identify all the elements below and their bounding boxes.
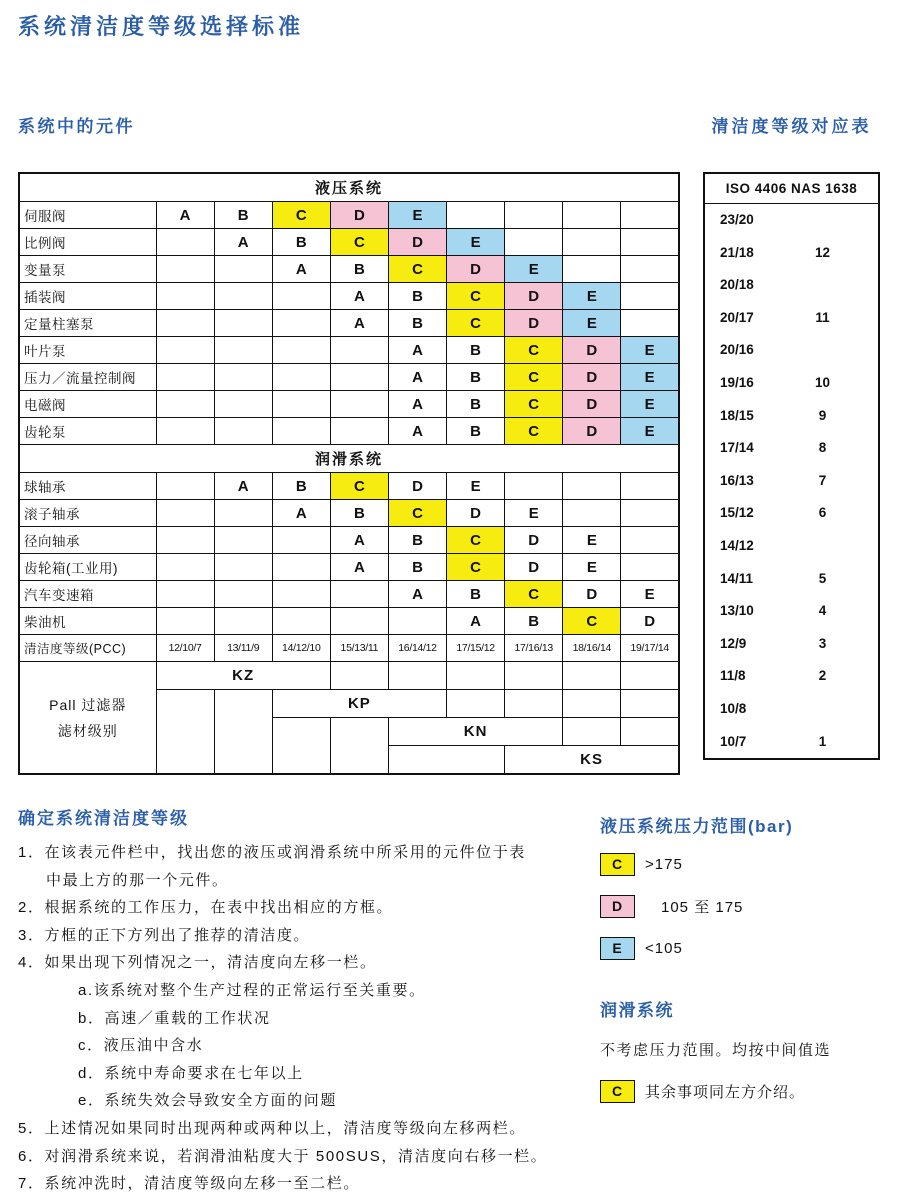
grade-cell: A	[388, 418, 446, 445]
grade-cell: C	[447, 554, 505, 581]
grade-cell: A	[330, 283, 388, 310]
grade-cell: B	[447, 391, 505, 418]
grade-box-C: C	[600, 853, 635, 876]
iso-nas-row	[705, 465, 878, 498]
legend-item	[600, 937, 895, 960]
pressure-legend-title: 液压系统压力范围(bar)	[600, 817, 794, 836]
pcc-value: 17/15/12	[447, 635, 505, 662]
legend-label: 105 至 175	[661, 899, 744, 916]
empty-cell	[214, 554, 272, 581]
grade-cell: A	[388, 581, 446, 608]
component-row	[19, 418, 679, 445]
lube-legend-items	[600, 1080, 895, 1103]
iso-code: 21/18	[720, 244, 754, 260]
pcc-value: 13/11/9	[214, 635, 272, 662]
grade-cell: E	[621, 391, 679, 418]
component-label: 变量泵	[19, 256, 156, 283]
empty-cell	[621, 256, 679, 283]
pall-filter-label	[19, 662, 156, 775]
iso-code: 20/18	[720, 277, 754, 293]
component-row	[19, 337, 679, 364]
iso-code: 23/20	[720, 212, 754, 227]
iso-nas-row	[705, 497, 878, 530]
iso-code: 13/10	[720, 603, 754, 619]
empty-cell	[156, 527, 214, 554]
empty-cell	[156, 581, 214, 608]
grade-cell: E	[505, 500, 563, 527]
empty-cell	[272, 608, 330, 635]
instruction-line: e．系统失效会导致安全方面的问题	[78, 1092, 337, 1110]
iso-code: 10/7	[720, 733, 747, 749]
instruction-line: d．系统中寿命要求在七年以上	[78, 1064, 304, 1082]
lube-legend	[600, 996, 895, 1122]
pcc-value: 16/14/12	[388, 635, 446, 662]
iso-code: 15/12	[720, 505, 754, 521]
grade-cell: E	[505, 256, 563, 283]
grade-cell: E	[563, 283, 621, 310]
grade-cell: D	[388, 229, 446, 256]
pcc-value: 17/16/13	[505, 635, 563, 662]
empty-cell	[621, 500, 679, 527]
empty-cell	[272, 527, 330, 554]
nas-class: 8	[818, 440, 827, 456]
iso-nas-row	[705, 693, 878, 726]
empty-cell	[388, 608, 446, 635]
grade-cell: B	[447, 337, 505, 364]
grade-box-D: D	[600, 895, 635, 918]
filter-empty-cell	[447, 690, 505, 718]
instructions-list	[18, 839, 604, 1193]
grade-cell: D	[563, 581, 621, 608]
nas-class: 3	[818, 635, 827, 651]
component-label: 径向轴承	[19, 527, 156, 554]
nas-class: 4	[818, 603, 827, 619]
filter-grade-KS: KS	[505, 746, 679, 775]
grade-cell: D	[505, 554, 563, 581]
empty-cell	[156, 418, 214, 445]
page-title: 系统清洁度等级选择标准	[18, 14, 305, 39]
grade-cell: D	[563, 364, 621, 391]
iso-nas-row	[705, 302, 878, 335]
iso-nas-row	[705, 400, 878, 433]
grade-cell: B	[388, 554, 446, 581]
grade-cell: A	[272, 500, 330, 527]
component-label: 插装阀	[19, 283, 156, 310]
component-row	[19, 256, 679, 283]
iso-code: 16/13	[720, 472, 754, 488]
filter-empty-cell	[621, 690, 679, 718]
filter-grade-KN: KN	[388, 718, 562, 746]
empty-cell	[563, 202, 621, 229]
component-row	[19, 527, 679, 554]
nas-class: 12	[814, 244, 831, 260]
component-row	[19, 391, 679, 418]
grade-cell: A	[330, 554, 388, 581]
iso-nas-row	[705, 432, 878, 465]
legend-item	[600, 1080, 895, 1103]
empty-cell	[272, 418, 330, 445]
empty-cell	[156, 256, 214, 283]
iso-nas-row	[705, 334, 878, 367]
iso-nas-table	[703, 172, 880, 760]
empty-cell	[156, 283, 214, 310]
grade-cell: D	[388, 473, 446, 500]
filter-empty-cell	[563, 662, 621, 690]
component-row	[19, 608, 679, 635]
grade-cell: B	[272, 229, 330, 256]
iso-nas-row	[705, 367, 878, 400]
component-row	[19, 500, 679, 527]
iso-nas-header: ISO 4406 NAS 1638	[705, 174, 878, 204]
instruction-line: 2．根据系统的工作压力，在表中找出相应的方框。	[18, 899, 394, 917]
component-row	[19, 581, 679, 608]
filter-empty-cell	[505, 662, 563, 690]
empty-cell	[505, 202, 563, 229]
empty-cell	[272, 364, 330, 391]
grade-cell: C	[505, 581, 563, 608]
filter-empty-cell	[621, 718, 679, 746]
empty-cell	[156, 337, 214, 364]
component-label: 汽车变速箱	[19, 581, 156, 608]
component-label: 定量柱塞泵	[19, 310, 156, 337]
component-label: 球轴承	[19, 473, 156, 500]
iso-code: 19/16	[720, 374, 754, 390]
empty-cell	[505, 229, 563, 256]
grade-cell: A	[156, 202, 214, 229]
filter-row	[19, 662, 679, 690]
grade-cell: D	[330, 202, 388, 229]
grade-cell: E	[563, 527, 621, 554]
component-row	[19, 310, 679, 337]
grade-cell: C	[272, 202, 330, 229]
filter-grade-KP: KP	[272, 690, 446, 718]
empty-cell	[330, 418, 388, 445]
pall-label-line2: 滤材级别	[57, 722, 118, 739]
empty-cell	[621, 473, 679, 500]
empty-cell	[156, 229, 214, 256]
filter-empty-cell	[388, 746, 504, 775]
filter-empty-cell	[330, 662, 388, 690]
empty-cell	[330, 391, 388, 418]
iso-code: 11/8	[720, 668, 746, 684]
empty-cell	[563, 500, 621, 527]
grade-cell: E	[621, 337, 679, 364]
empty-cell	[272, 310, 330, 337]
component-label: 齿轮泵	[19, 418, 156, 445]
grade-cell: B	[330, 256, 388, 283]
instruction-line: 7．系统冲洗时，清洁度等级向左移一至二栏。	[18, 1175, 360, 1193]
nas-class: 6	[818, 505, 827, 521]
grade-cell: B	[388, 310, 446, 337]
filter-grade-KZ: KZ	[156, 662, 330, 690]
grade-cell: B	[505, 608, 563, 635]
empty-cell	[621, 310, 679, 337]
instructions-title: 确定系统清洁度等级	[18, 809, 189, 828]
component-row	[19, 364, 679, 391]
grade-cell: C	[505, 364, 563, 391]
grade-cell: B	[447, 364, 505, 391]
grade-cell: B	[214, 202, 272, 229]
instruction-line: b．高速／重载的工作状况	[78, 1009, 271, 1027]
iso-code: 20/16	[720, 342, 754, 358]
empty-cell	[214, 391, 272, 418]
grade-cell: A	[388, 391, 446, 418]
empty-cell	[214, 527, 272, 554]
instruction-line: 中最上方的那一个元件。	[46, 871, 229, 889]
empty-cell	[156, 500, 214, 527]
grade-cell: D	[505, 283, 563, 310]
grade-map-section-title: 清洁度等级对应表	[711, 117, 872, 136]
grade-cell: A	[388, 337, 446, 364]
filter-empty-cell	[156, 690, 214, 775]
grade-cell: C	[388, 256, 446, 283]
iso-code: 18/15	[720, 407, 754, 423]
component-label: 滚子轴承	[19, 500, 156, 527]
grade-cell: D	[505, 527, 563, 554]
grade-cell: E	[621, 581, 679, 608]
component-table-body	[19, 173, 679, 774]
pcc-value: 14/12/10	[272, 635, 330, 662]
component-row	[19, 283, 679, 310]
empty-cell	[214, 283, 272, 310]
instruction-line: 3．方框的正下方列出了推荐的清洁度。	[18, 926, 311, 944]
iso-code: 14/11	[720, 570, 754, 586]
grade-cell: B	[447, 418, 505, 445]
grade-cell: B	[388, 283, 446, 310]
grade-cell: A	[214, 229, 272, 256]
components-section-title: 系统中的元件	[18, 117, 135, 136]
filter-empty-cell	[563, 718, 621, 746]
filter-empty-cell	[621, 662, 679, 690]
grade-cell: A	[214, 473, 272, 500]
filter-empty-cell	[563, 690, 621, 718]
grade-cell: D	[563, 391, 621, 418]
grade-cell: C	[447, 527, 505, 554]
pcc-label: 清洁度等级(PCC)	[19, 635, 156, 662]
grade-cell: B	[388, 527, 446, 554]
grade-cell: D	[621, 608, 679, 635]
empty-cell	[505, 473, 563, 500]
grade-cell: E	[621, 364, 679, 391]
empty-cell	[330, 581, 388, 608]
instructions	[18, 804, 604, 1193]
grade-cell: A	[388, 364, 446, 391]
empty-cell	[156, 391, 214, 418]
grade-cell: C	[447, 310, 505, 337]
grade-cell: C	[330, 473, 388, 500]
component-label: 柴油机	[19, 608, 156, 635]
iso-nas-row	[705, 660, 878, 693]
grade-cell: D	[505, 310, 563, 337]
iso-nas-row	[705, 563, 878, 596]
grade-cell: E	[388, 202, 446, 229]
iso-code: 10/8	[720, 700, 747, 716]
filter-empty-cell	[272, 718, 330, 775]
empty-cell	[330, 337, 388, 364]
pcc-value: 19/17/14	[621, 635, 679, 662]
iso-nas-row	[705, 628, 878, 661]
grade-cell: E	[621, 418, 679, 445]
pressure-legend-items	[600, 853, 895, 960]
grade-cell: E	[563, 554, 621, 581]
iso-nas-row	[705, 269, 878, 302]
iso-code: 14/12	[720, 537, 754, 553]
empty-cell	[330, 608, 388, 635]
nas-class: 7	[818, 472, 827, 488]
grade-cell: C	[330, 229, 388, 256]
component-label: 压力／流量控制阀	[19, 364, 156, 391]
empty-cell	[272, 283, 330, 310]
empty-cell	[156, 364, 214, 391]
nas-class: 2	[818, 668, 827, 684]
grade-cell: B	[330, 500, 388, 527]
grade-cell: A	[272, 256, 330, 283]
filter-empty-cell	[505, 690, 563, 718]
empty-cell	[272, 554, 330, 581]
component-label: 伺服阀	[19, 202, 156, 229]
empty-cell	[330, 364, 388, 391]
component-row	[19, 229, 679, 256]
iso-nas-body	[705, 204, 878, 758]
section-header-hydraulic: 液压系统	[19, 173, 679, 202]
empty-cell	[563, 229, 621, 256]
nas-class: 11	[815, 309, 830, 325]
instruction-line: 6．对润滑系统来说，若润滑油粘度大于 500SUS，清洁度向右移一栏。	[18, 1147, 548, 1165]
empty-cell	[272, 581, 330, 608]
pcc-row	[19, 635, 679, 662]
grade-cell: A	[330, 310, 388, 337]
grade-cell: E	[563, 310, 621, 337]
nas-class: 10	[814, 374, 831, 390]
grade-cell: A	[447, 608, 505, 635]
empty-cell	[447, 202, 505, 229]
legend-label: >175	[645, 856, 683, 873]
grade-cell: C	[505, 391, 563, 418]
lube-legend-title: 润滑系统	[600, 1001, 674, 1020]
instruction-line: 5．上述情况如果同时出现两种或两种以上，清洁度等级向左移两栏。	[18, 1119, 526, 1137]
grade-cell: C	[505, 337, 563, 364]
component-label: 比例阀	[19, 229, 156, 256]
instruction-line: 4．如果出现下列情况之一，清洁度向左移一栏。	[18, 954, 377, 972]
grade-cell: D	[563, 418, 621, 445]
empty-cell	[156, 473, 214, 500]
nas-class: 1	[818, 733, 827, 749]
grade-cell: E	[447, 473, 505, 500]
pall-label-line1: Pall 过滤器	[49, 696, 127, 713]
component-row	[19, 202, 679, 229]
component-label: 齿轮箱(工业用)	[19, 554, 156, 581]
filter-empty-cell	[388, 662, 446, 690]
component-table	[18, 172, 680, 775]
pressure-legend	[600, 812, 895, 979]
legend-label: <105	[645, 940, 683, 957]
empty-cell	[621, 202, 679, 229]
instruction-line: 1．在该表元件栏中，找出您的液压或润滑系统中所采用的元件位于表	[18, 844, 526, 861]
pcc-value: 15/13/11	[330, 635, 388, 662]
grade-box-E: E	[600, 937, 635, 960]
empty-cell	[563, 256, 621, 283]
empty-cell	[214, 310, 272, 337]
iso-code: 17/14	[720, 440, 754, 456]
instruction-line: c．液压油中含水	[78, 1037, 204, 1055]
empty-cell	[621, 283, 679, 310]
component-row	[19, 554, 679, 581]
legend-item	[600, 853, 895, 876]
empty-cell	[214, 256, 272, 283]
empty-cell	[214, 364, 272, 391]
grade-cell: B	[447, 581, 505, 608]
empty-cell	[621, 229, 679, 256]
empty-cell	[214, 581, 272, 608]
grade-cell: C	[447, 283, 505, 310]
grade-cell: C	[505, 418, 563, 445]
legend-item	[600, 895, 895, 918]
empty-cell	[621, 527, 679, 554]
empty-cell	[563, 473, 621, 500]
filter-empty-cell	[330, 718, 388, 775]
iso-nas-row	[705, 237, 878, 270]
legend-label: 其余事项同左方介绍。	[645, 1084, 806, 1101]
grade-cell: E	[447, 229, 505, 256]
iso-code: 12/9	[720, 635, 747, 651]
component-row	[19, 473, 679, 500]
grade-cell: C	[563, 608, 621, 635]
empty-cell	[214, 608, 272, 635]
iso-nas-row	[705, 726, 878, 759]
nas-class: 5	[818, 570, 827, 586]
empty-cell	[214, 418, 272, 445]
pcc-value: 12/10/7	[156, 635, 214, 662]
pcc-value: 18/16/14	[563, 635, 621, 662]
grade-box-C: C	[600, 1080, 635, 1103]
grade-cell: C	[388, 500, 446, 527]
iso-nas-row	[705, 204, 878, 237]
empty-cell	[621, 554, 679, 581]
empty-cell	[272, 391, 330, 418]
iso-code: 20/17	[720, 309, 754, 325]
empty-cell	[156, 554, 214, 581]
filter-empty-cell	[447, 662, 505, 690]
filter-empty-cell	[214, 690, 272, 775]
component-label: 电磁阀	[19, 391, 156, 418]
empty-cell	[214, 337, 272, 364]
grade-cell: D	[447, 256, 505, 283]
empty-cell	[272, 337, 330, 364]
component-label: 叶片泵	[19, 337, 156, 364]
instruction-line: a.该系统对整个生产过程的正常运行至关重要。	[78, 981, 426, 999]
empty-cell	[214, 500, 272, 527]
grade-cell: D	[563, 337, 621, 364]
grade-cell: A	[330, 527, 388, 554]
grade-cell: B	[272, 473, 330, 500]
grade-cell: D	[447, 500, 505, 527]
iso-nas-row	[705, 595, 878, 628]
iso-nas-row	[705, 530, 878, 563]
empty-cell	[156, 310, 214, 337]
nas-class: 9	[818, 407, 827, 423]
empty-cell	[156, 608, 214, 635]
lube-legend-note: 不考虑压力范围。均按中间值选	[600, 1042, 832, 1059]
section-header-lube: 润滑系统	[19, 445, 679, 473]
